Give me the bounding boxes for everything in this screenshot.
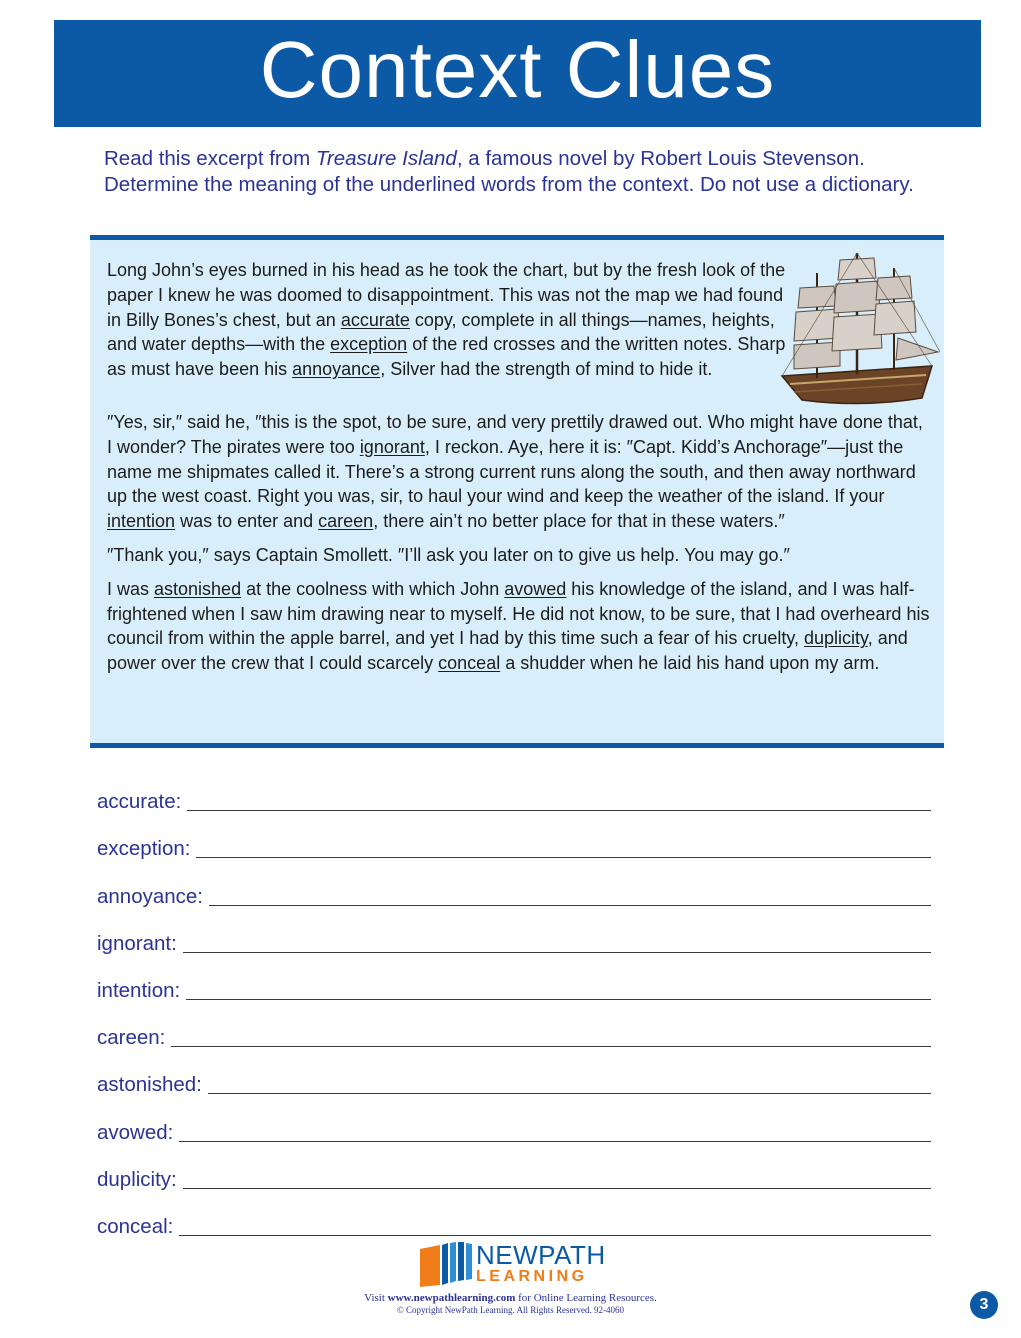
book-title: Treasure Island [315,147,457,170]
word-accurate: accurate [340,309,410,330]
word-intention: intention [107,511,176,532]
vocab-row[interactable] [97,768,931,815]
instructions-text-end: , a famous novel by Robert Louis Stevenson. Determine the meaning of the underlined words from the context. Do not use a dictionary. [104,147,914,196]
vocab-label: intention: [97,978,181,1002]
vocab-label: careen: [97,1026,166,1050]
instructions-text: Read this excerpt from [104,147,316,170]
answer-line[interactable] [183,952,931,953]
answer-line[interactable] [179,1141,931,1142]
ship-illustration [772,248,942,418]
vocab-row[interactable] [97,1146,931,1193]
logo-learning-text: LEARNING [476,1268,588,1285]
vocab-label: accurate: [97,790,182,814]
vocab-label: astonished: [97,1073,202,1097]
passage-box [90,235,944,748]
word-exception: exception [330,334,408,355]
vocab-row[interactable] [97,862,931,909]
footer-copyright: © Copyright NewPath Learning. All Rights Reserved. 92-4060 [396,1305,625,1315]
word-astonished: astonished [154,578,242,599]
word-careen: careen [318,511,374,532]
answer-line[interactable] [209,905,931,906]
vocab-label: conceal: [97,1214,174,1238]
vocab-label: annoyance: [97,884,204,908]
vocab-row[interactable] [97,1098,931,1145]
vocab-row[interactable] [97,1004,931,1051]
vocab-answer-list [97,768,931,1240]
page-title: Context Clues [259,25,776,114]
answer-line[interactable] [186,999,931,1000]
paragraph-1: Long John’s eyes burned in his head as he took the chart, but by the fresh look of the paper I knew he was doomed to disappointment. This was not the map we had found in Billy Bones’s chest, but an accurate copy, complete in all things—names, heights, and water depths—with the exception of the red crosses and the written notes. Sharp as must have been his annoyance, Silver had the strength of mind to hide it. [107,260,786,380]
newpath-logo[interactable] [418,1241,618,1289]
paragraphs-rest [107,410,932,685]
book-logo-icon [418,1241,474,1289]
answer-line[interactable] [179,1235,931,1236]
word-ignorant: ignorant [359,436,425,457]
logo-wordmark [476,1241,606,1285]
vocab-row[interactable] [97,1193,931,1240]
title-banner [54,20,981,127]
paragraph-3: ″Thank you,″ says Captain Smollett. ″I’ll ask you later on to give us help. You may go.″ [107,544,790,565]
footer-visit: Visit www.newpathlearning.com for Online Learning Resources. [364,1292,657,1304]
answer-line[interactable] [187,810,931,811]
page-number-badge: 3 [970,1291,998,1319]
footer-url[interactable]: www.newpathlearning.com [387,1292,516,1304]
vocab-label: exception: [97,837,191,861]
vocab-row[interactable] [97,1051,931,1098]
instructions [104,146,934,198]
answer-line[interactable] [208,1093,931,1094]
vocab-label: avowed: [97,1120,174,1144]
answer-line[interactable] [183,1188,931,1189]
vocab-row[interactable] [97,815,931,862]
vocab-label: duplicity: [97,1167,177,1191]
paragraph-4: I was astonished at the coolness with which John avowed his knowledge of the island, and I was half-frightened when I saw him drawing near to myself. He did not know, to be sure, that I had overheard his council from within the apple barrel, and yet I had by this time such a fear of his cruelty, duplicity, and power over the crew that I could scarcely conceal a shudder when he laid his hand upon my arm. [107,578,930,674]
vocab-row[interactable] [97,910,931,957]
answer-line[interactable] [196,857,931,858]
word-avowed: avowed [504,578,567,599]
word-annoyance: annoyance [292,359,381,380]
word-conceal: conceal [438,653,501,674]
answer-line[interactable] [171,1046,931,1047]
paragraph-2: ″Yes, sir,″ said he, ″this is the spot, to be sure, and very prettily drawed out. Who might have done that, I wonder? The pirates were too ignorant, I reckon. Aye, here it is: ″Capt. Kidd’s Anchorage″—just the name me shipmates called it. There’s a strong current runs along the south, and then away northward up the west coast. Right you was, sir, to haul your wind and keep the weather of the island. If your intention was to enter and careen, there ain’t no better place for that in these waters.″ [107,412,923,532]
vocab-row[interactable] [97,957,931,1004]
word-duplicity: duplicity [804,628,868,649]
vocab-label: ignorant: [97,931,177,955]
logo-newpath-text: NEWPATH [476,1240,606,1270]
